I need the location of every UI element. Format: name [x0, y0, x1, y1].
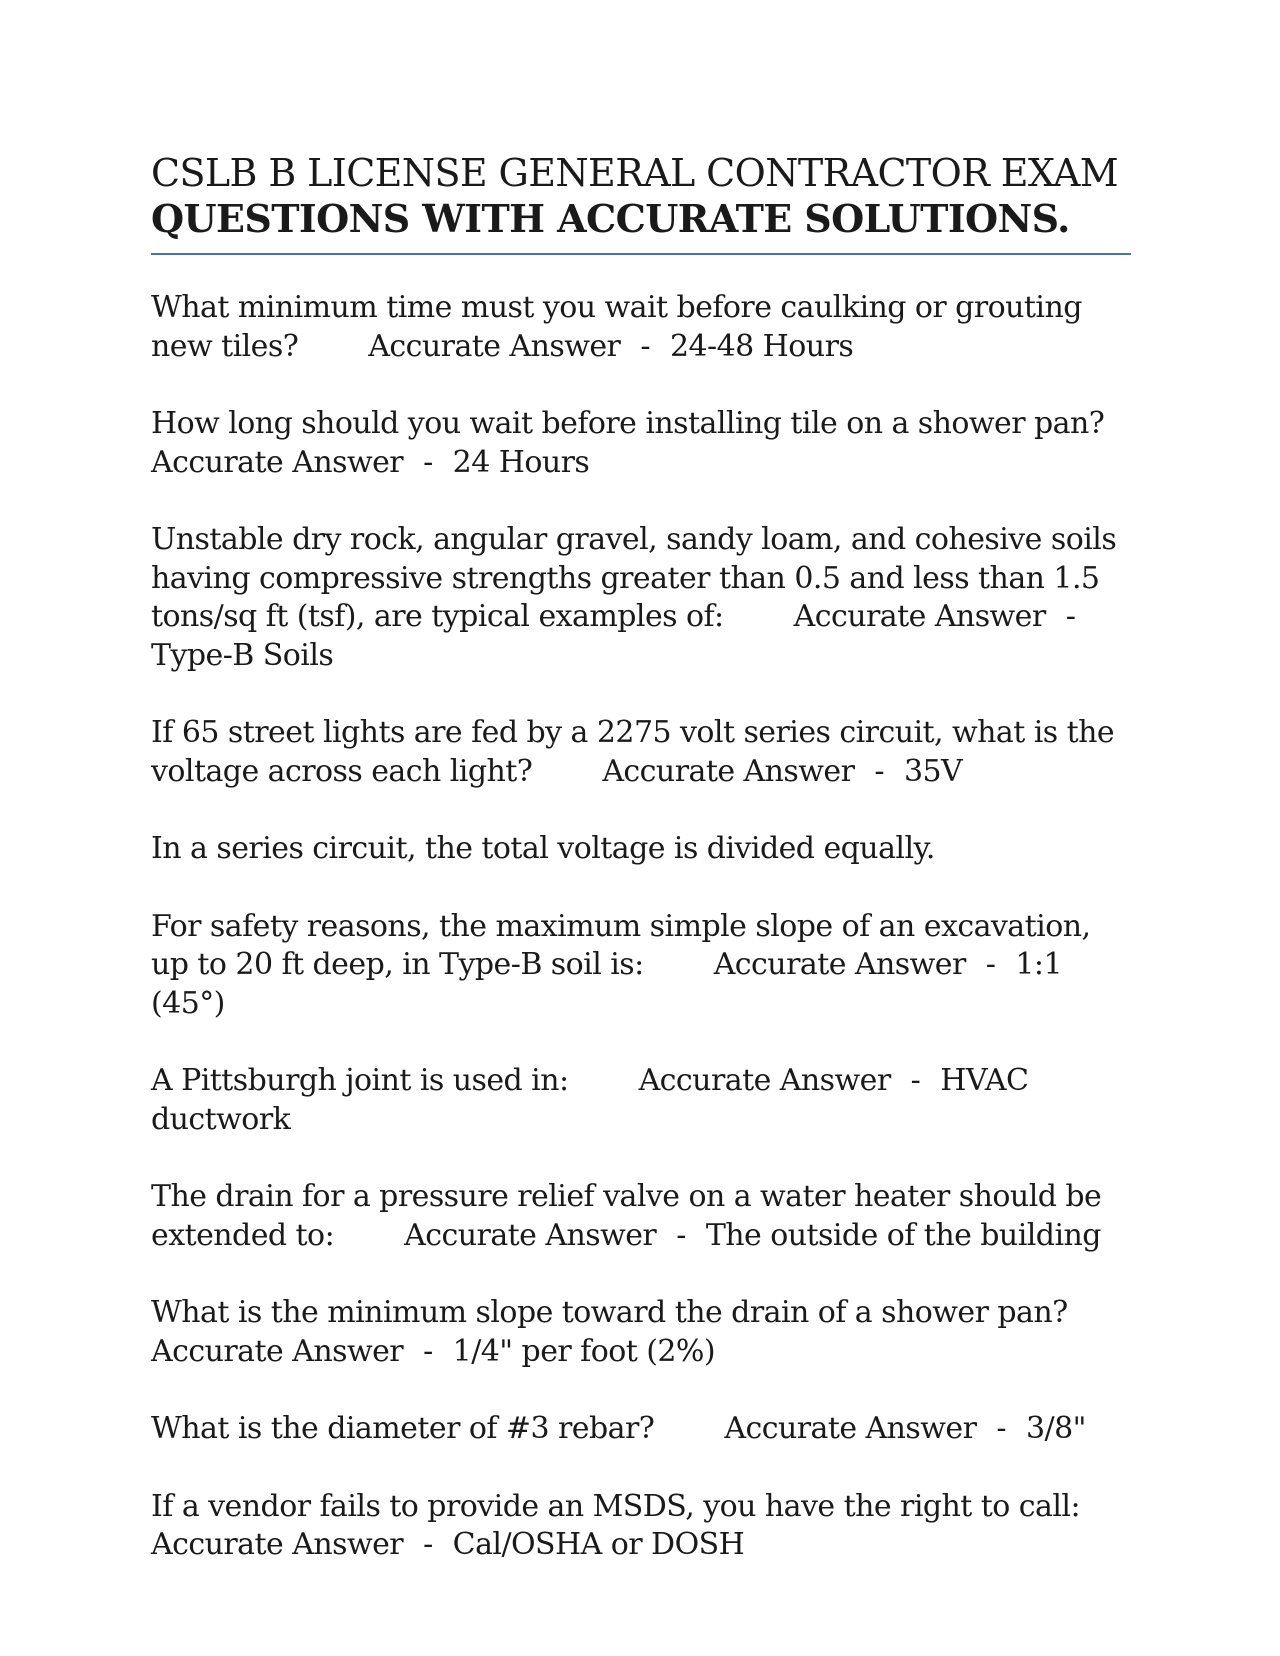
qa-item [151, 289, 1131, 366]
answer-text: 24-48 Hours [669, 328, 854, 364]
answer-text: 3/8" [1026, 1411, 1086, 1446]
qa-list [151, 289, 1131, 1565]
answer-separator: - [985, 947, 996, 982]
question-text: For safety reasons, the maximum simple slope of an excavation, up to 20 ft deep, in Type-B soil is: [151, 908, 1091, 982]
title-underline-divider [151, 253, 1131, 255]
answer-label: Accurate Answer [638, 1063, 891, 1098]
answer-separator: - [640, 328, 650, 364]
answer-label: Accurate Answer [368, 328, 621, 364]
answer-text: The outside of the building [705, 1217, 1101, 1253]
answer-separator: - [874, 753, 884, 789]
qa-item [151, 908, 1131, 1024]
answer-separator: - [996, 1411, 1006, 1446]
answer-separator: - [423, 1527, 433, 1562]
answer-text: 35V [903, 753, 963, 789]
answer-separator: - [676, 1217, 686, 1253]
qa-item [151, 714, 1131, 791]
document-page [151, 150, 1131, 1604]
answer-separator: - [423, 1333, 433, 1369]
qa-item [151, 1294, 1131, 1371]
question-text: Unstable dry rock, angular gravel, sandy loam, and cohesive soils having compressive strengths greater than 0.5 and less than 1.5 tons/sq ft (tsf), are typical examples of: [151, 522, 1117, 634]
question-text: A Pittsburgh joint is used in: [151, 1063, 569, 1098]
qa-item [151, 1410, 1131, 1449]
answer-text: HVAC ductwork [151, 1063, 1029, 1137]
answer-label: Accurate Answer [724, 1411, 977, 1446]
qa-item [151, 521, 1131, 675]
document-title-line-2: QUESTIONS WITH ACCURATE SOLUTIONS. [151, 196, 1070, 241]
qa-item [151, 405, 1131, 482]
answer-text: Cal/OSHA or DOSH [452, 1527, 745, 1562]
document-title-line-1: CSLB B LICENSE GENERAL CONTRACTOR EXAM [151, 151, 1119, 195]
qa-item [151, 1062, 1131, 1139]
answer-label: Accurate Answer [151, 1527, 404, 1562]
question-text: What is the minimum slope toward the drain of a shower pan? [151, 1295, 1068, 1330]
answer-separator: - [423, 444, 433, 480]
question-text: If 65 street lights are fed by a 2275 volt series circuit, what is the voltage across each light? [151, 715, 1115, 789]
qa-item [151, 1488, 1131, 1565]
answer-separator: - [910, 1063, 921, 1098]
answer-label: Accurate Answer [713, 947, 966, 982]
answer-separator: - [1065, 599, 1076, 634]
answer-text: Type-B Soils [151, 637, 334, 673]
answer-label: Accurate Answer [793, 599, 1046, 634]
question-text: What is the diameter of #3 rebar? [151, 1411, 655, 1446]
question-text: The drain for a pressure relief valve on a water heater should be extended to: [151, 1179, 1102, 1253]
answer-label: Accurate Answer [151, 444, 404, 480]
note-text: In a series circuit, the total voltage is divided equally. [151, 831, 935, 866]
question-text: How long should you wait before installing tile on a shower pan? [151, 406, 1105, 441]
answer-label: Accurate Answer [602, 753, 855, 789]
answer-label: Accurate Answer [151, 1333, 404, 1369]
answer-text: 1/4" per foot (2%) [452, 1333, 716, 1369]
question-text: If a vendor fails to provide an MSDS, you have the right to call: [151, 1488, 1081, 1524]
qa-item [151, 1178, 1131, 1255]
note-item [151, 830, 1131, 869]
answer-text: 1:1 (45°) [151, 947, 1062, 1021]
question-text: What minimum time must you wait before caulking or grouting new tiles? [151, 290, 1082, 364]
answer-text: 24 Hours [452, 444, 590, 480]
answer-label: Accurate Answer [404, 1217, 657, 1253]
